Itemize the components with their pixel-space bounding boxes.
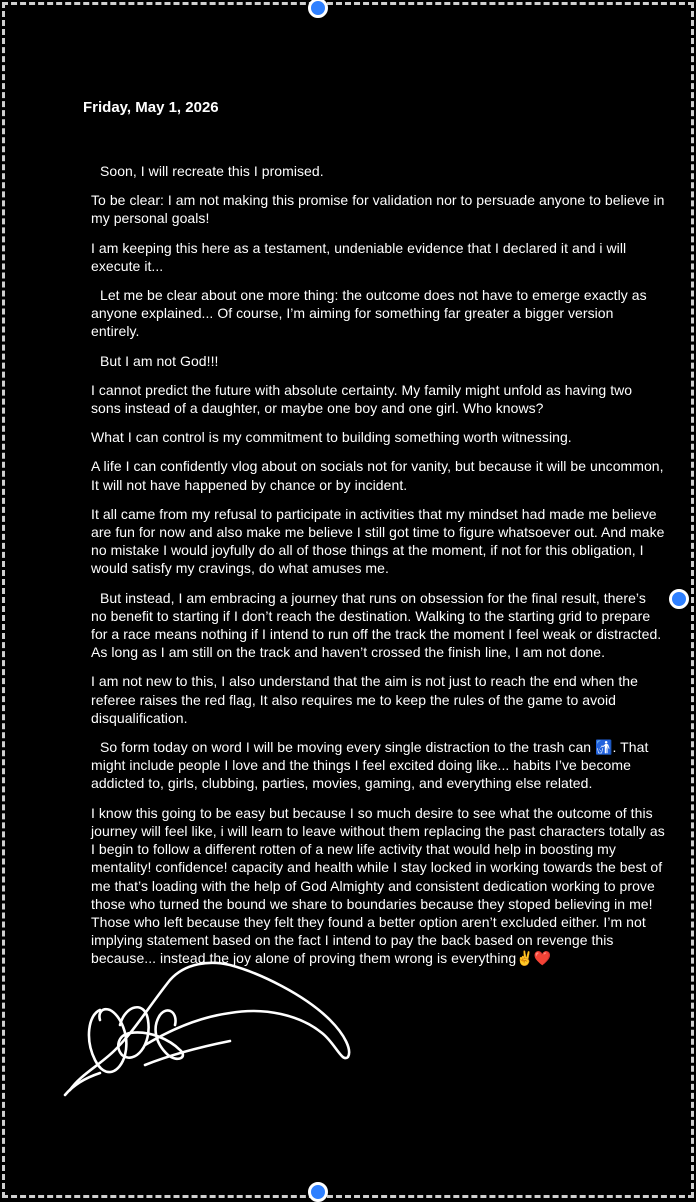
- paragraph: A life I can confidently vlog about on socials not for vanity, but because it will be uncommon, It will not have happened by chance or by incident.: [91, 458, 664, 493]
- paragraph: I am keeping this here as a testament, undeniable evidence that I declared it and i will execute it...: [91, 239, 627, 274]
- paragraph: But instead, I am embracing a journey that runs on obsession for the final result, there’s no benefit to starting if I don’t reach the destination. Walking to the starting grid to prepare for a race means nothing if I intend to run off the track the moment I feel weak or distracted. As long as I am still on the track and haven’t crossed the finish line, I am not done.: [91, 589, 662, 661]
- paragraph: To be clear: I am not making this promise for validation nor to persuade anyone to believe in my personal goals!: [91, 192, 665, 227]
- paragraph: But I am not God!!!: [100, 352, 219, 369]
- paragraph: I know this going to be easy but because I so much desire to see what the outcome of this journey will feel like, i will learn to leave without them replacing the past characters totally as I begin to follow a different rotten of a new life activity that would help in boosting my mentality! confidence! capacity and health while I stay locked in working towards the best of me that’s loading with the help of God Almighty and consistent dedication working to prove those who turned the bound we share to boundaries because they stoped believing in me! Those who left because they felt they found a better option aren’t excluded either. I’m not implying statement based on the fact I intend to pay the back based on revenge this because... instead the joy alone of proving them wrong is everything✌️❤️: [91, 804, 665, 967]
- paragraph: I cannot predict the future with absolute certainty. My family might unfold as having two sons instead of a daughter, or maybe one boy and one girl. Who knows?: [91, 381, 633, 417]
- crop-handle-bottom[interactable]: [308, 1182, 328, 1202]
- paragraph: I am not new to this, I also understand that the aim is not just to reach the end when the referee raises the red flag, It also requires me to keep the rules of the game to avoid disqualification.: [91, 673, 638, 726]
- note-date: Friday, May 1, 2026: [83, 99, 219, 116]
- paragraph: It all came from my refusal to participate in activities that my mindset had made me believe are fun for now and also make me believe I still got time to figure whatsoever out. And make no mistake I would joyfully do all of those things at the moment, if not for this obligation, I would satisfy my cravings, do what amuses me.: [91, 505, 665, 577]
- crop-handle-top[interactable]: [308, 0, 328, 18]
- signature-icon: [60, 955, 360, 1105]
- paragraph: What I can control is my commitment to building something worth witnessing.: [91, 429, 572, 446]
- crop-handle-right[interactable]: [669, 589, 689, 609]
- note-document: [83, 96, 665, 979]
- paragraph: Soon, I will recreate this I promised.: [100, 163, 324, 179]
- paragraph: Let me be clear about one more thing: the outcome does not have to emerge exactly as anyone explained... Of course, I’m aiming for something far greater a bigger version entirely.: [91, 287, 647, 340]
- paragraph: So form today on word I will be moving every single distraction to the trash can 🚮. That might include people I love and the things I feel excited doing like... habits I’ve become addicted to, girls, clubbing, parties, movies, gaming, and everything else related.: [91, 739, 649, 792]
